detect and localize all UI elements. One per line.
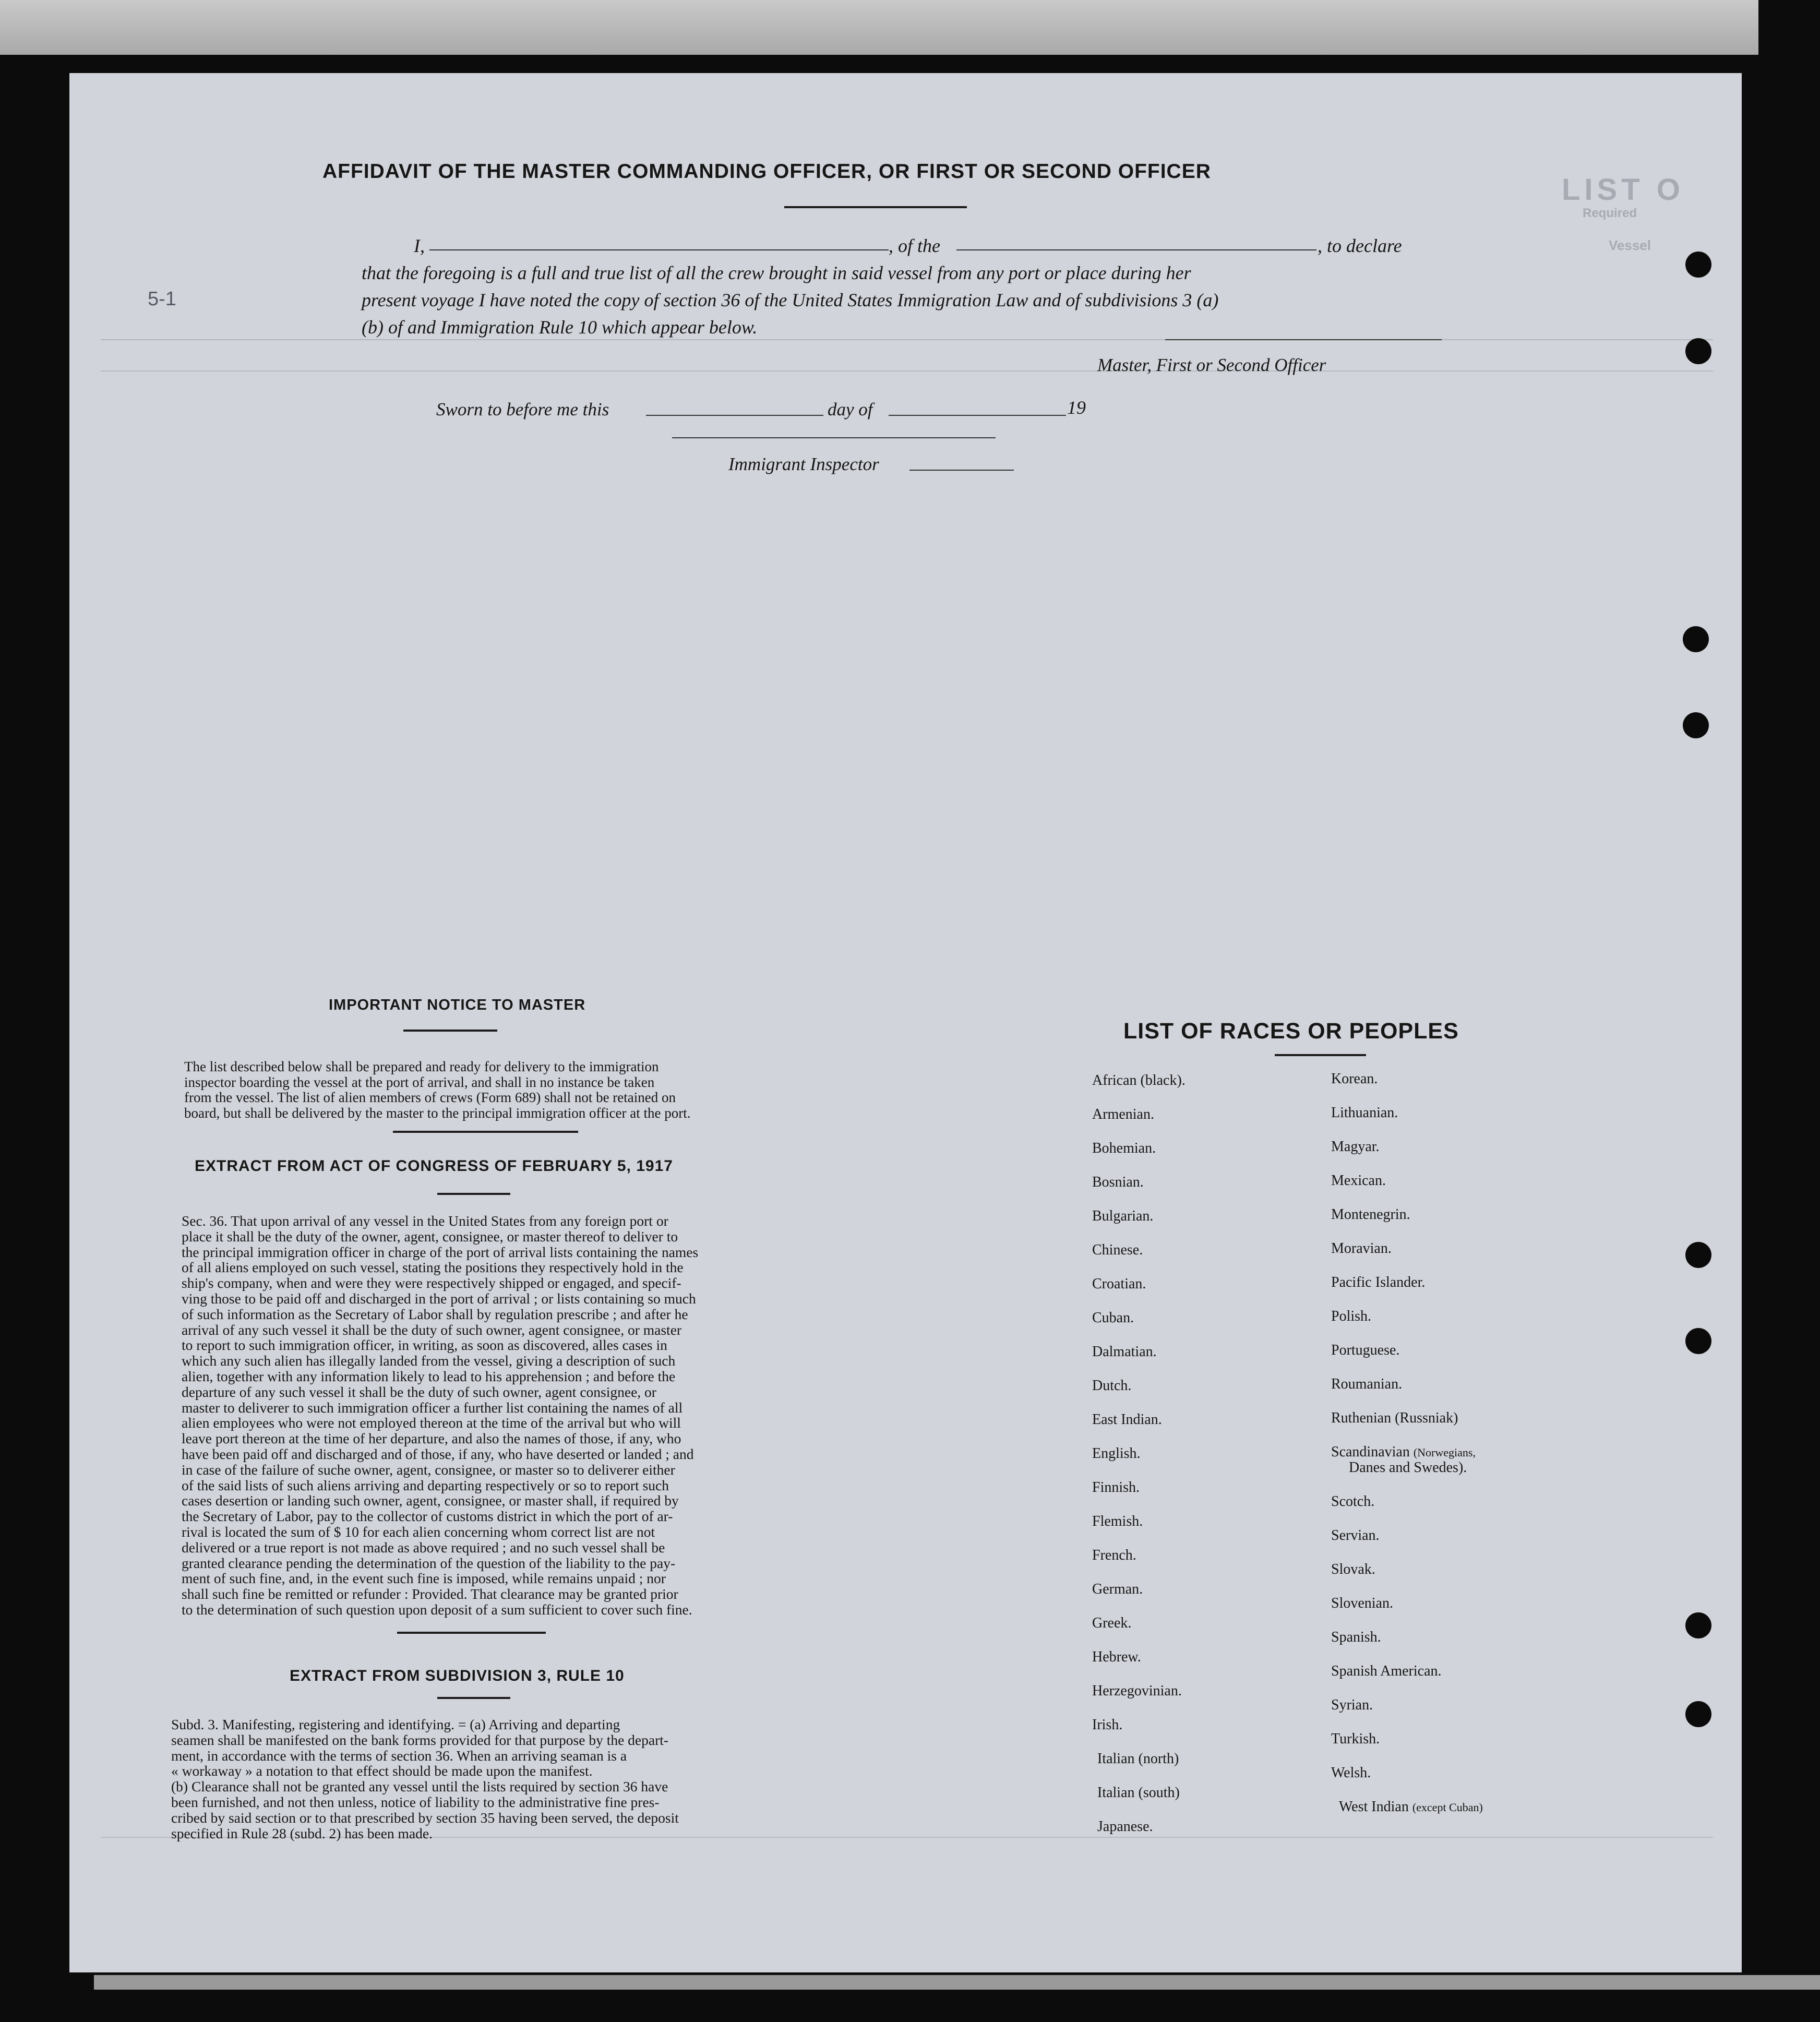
race-item: Lithuanian. [1331, 1105, 1398, 1121]
affidavit-i: I, [414, 235, 425, 256]
race-item: Japanese. [1097, 1818, 1153, 1835]
bleed-through-text: Required [1583, 206, 1637, 220]
rule-line: seamen shall be manifested on the bank forms provided for that purpose by the depart- [171, 1731, 669, 1748]
margin-mark: 5-1 [148, 288, 176, 310]
race-item: African (black). [1092, 1072, 1186, 1088]
rule-line: (b) Clearance shall not be granted any vessel until the lists required by section 36 have [171, 1778, 668, 1795]
race-item: Slovak. [1331, 1561, 1375, 1577]
act-line: Sec. 36. That upon arrival of any vessel in the United States from any foreign port or [182, 1213, 668, 1229]
act-line: granted clearance pending the determination of the question of the liability to the pay- [182, 1554, 676, 1571]
punch-hole [1685, 1328, 1711, 1354]
extract-rule-underline [437, 1697, 510, 1699]
race-item: Syrian. [1331, 1697, 1373, 1713]
act-line: the Secretary of Labor, pay to the collector of customs district in which the port of ar- [182, 1508, 673, 1525]
title-underline [784, 206, 967, 208]
affidavit-of-the: , of the [889, 235, 940, 256]
section-separator [397, 1632, 546, 1634]
inspector-label: Immigrant Inspector [728, 454, 879, 474]
race-item: East Indian. [1092, 1411, 1162, 1428]
affidavit-line-2: that the foregoing is a full and true list of all the crew brought in said vessel from any port or place during her [362, 262, 1191, 283]
race-item: Servian. [1331, 1527, 1380, 1544]
act-line: alien, together with any information likely to lead to his apprehension ; and before the [182, 1368, 676, 1384]
race-item: Welsh. [1331, 1765, 1371, 1781]
notice-paragraph [184, 1059, 876, 1121]
race-item: Italian (south) [1097, 1785, 1180, 1801]
race-item: Irish. [1092, 1717, 1123, 1733]
affidavit-title: AFFIDAVIT OF THE MASTER COMMANDING OFFICER, OR FIRST OR SECOND OFFICER [322, 160, 1211, 183]
act-line: alien employees who were not employed thereon at the time of the arrival but who will [182, 1415, 681, 1431]
document-sheet [69, 73, 1742, 1972]
race-item: Croatian. [1092, 1276, 1146, 1292]
notice-line: board, but shall be delivered by the master to the principal immigration officer at the port. [184, 1105, 691, 1121]
bleed-through-rule [101, 339, 1713, 340]
extract-act-underline [437, 1193, 510, 1195]
race-item: Slovenian. [1331, 1595, 1393, 1611]
race-label: West Indian [1339, 1799, 1409, 1815]
notice-line: inspector boarding the vessel at the port of arrival, and shall in no instance be taken [184, 1074, 655, 1090]
scan-bottom-strip [94, 1975, 1820, 1990]
race-item: Dutch. [1092, 1378, 1132, 1394]
act-line: to the determination of such question upon deposit of a sum sufficient to cover such fine. [182, 1601, 692, 1618]
race-item: Korean. [1331, 1071, 1378, 1087]
race-item: Portuguese. [1331, 1342, 1400, 1358]
race-item: Finnish. [1092, 1479, 1140, 1495]
race-note-continuation: Danes and Swedes). [1349, 1459, 1467, 1476]
race-item: Pacific Islander. [1331, 1274, 1426, 1290]
race-item [1339, 1799, 1483, 1815]
race-item: Bosnian. [1092, 1174, 1144, 1190]
act-line: place it shall be the duty of the owner, agent, consignee, or master thereof to deliver to [182, 1228, 678, 1245]
rule-line: been furnished, and not then unless, notice of liability to the administrative fine pres- [171, 1793, 660, 1810]
act-line: master to deliverer to such immigration officer a further list containing the names of all [182, 1399, 683, 1416]
bleed-through-text: LIST O [1562, 173, 1684, 207]
bleed-through-text: Vessel [1609, 237, 1651, 253]
affidavit-line-3: present voyage I have noted the copy of section 36 of the United States Immigration Law and of subdivisions 3 (a) [362, 290, 1219, 310]
vessel-blank-line [956, 249, 1316, 250]
notice-title: IMPORTANT NOTICE TO MASTER [329, 997, 586, 1013]
year-prefix: 19 [1067, 397, 1086, 418]
act-line: ving those to be paid off and discharged in the port of arrival ; or lists containing so much [182, 1290, 696, 1307]
act-line: in case of the failure of suche owner, agent, consignee, or master so to deliverer either [182, 1461, 675, 1478]
races-title: LIST OF RACES OR PEOPLES [1123, 1019, 1459, 1044]
race-item: Dalmatian. [1092, 1344, 1157, 1360]
rule-line: « workaway » a notation to that effect should be made upon the manifest. [171, 1763, 593, 1779]
race-item: Polish. [1331, 1308, 1372, 1324]
race-item: Flemish. [1092, 1513, 1143, 1529]
punch-hole [1683, 712, 1709, 738]
race-item: Spanish American. [1331, 1663, 1442, 1679]
race-item: Ruthenian (Russniak) [1331, 1410, 1458, 1426]
race-item: Armenian. [1092, 1106, 1154, 1122]
act-line: cases desertion or landing such owner, agent, consignee, or master shall, if required by [182, 1492, 679, 1509]
race-item: Cuban. [1092, 1310, 1134, 1326]
punch-hole [1683, 626, 1709, 652]
races-underline [1275, 1054, 1366, 1056]
race-item: Montenegrin. [1331, 1206, 1410, 1223]
month-blank [889, 415, 1066, 416]
act-line: rival is located the sum of $ 10 for each alien concerning whom correct list are not [182, 1523, 655, 1540]
affidavit-line-4: (b) of and Immigration Rule 10 which appear below. [362, 317, 758, 338]
act-line: the principal immigration officer in charge of the port of arrival lists containing the names [182, 1243, 699, 1260]
act-line: arrival of any such vessel it shall be the duty of such owner, agent consignee, or master [182, 1321, 682, 1338]
sworn-label: Sworn to before me this [436, 399, 609, 420]
rule-line: Subd. 3. Manifesting, registering and identifying. = (a) Arriving and departing [171, 1716, 620, 1732]
act-line: of such information as the Secretary of Labor shall by regulation prescribe ; and after he [182, 1306, 688, 1322]
race-item: Turkish. [1331, 1731, 1380, 1747]
section-separator [393, 1131, 578, 1133]
race-item: Chinese. [1092, 1242, 1143, 1258]
name-blank-line [429, 249, 889, 250]
race-item: Moravian. [1331, 1240, 1392, 1257]
act-line: delivered or a true report is not made as above required ; and no such vessel shall be [182, 1539, 665, 1556]
race-item: Bulgarian. [1092, 1208, 1154, 1224]
race-item: Mexican. [1331, 1172, 1386, 1189]
sworn-day-blank [646, 415, 823, 416]
race-note: (Norwegians, [1413, 1446, 1476, 1459]
race-item: Bohemian. [1092, 1140, 1156, 1156]
rule-line: cribed by said section or to that prescribed by section 35 having been served, the deposit [171, 1809, 679, 1826]
scan-top-strip [0, 0, 1758, 55]
race-label: Scandinavian [1331, 1444, 1410, 1460]
notice-line: The list described below shall be prepared and ready for delivery to the immigration [184, 1059, 659, 1074]
race-item [1331, 1444, 1476, 1461]
race-item: Herzegovinian. [1092, 1683, 1182, 1699]
punch-hole [1685, 338, 1711, 364]
bleed-through-rule [101, 370, 1713, 372]
act-line: of the said lists of such aliens arriving and departing respectively or so to report such [182, 1477, 669, 1493]
extract-act-paragraph [182, 1213, 878, 1618]
extract-rule-paragraph [171, 1717, 881, 1841]
act-line: shall such fine be remitted or refunder : Provided. That clearance may be granted prior [182, 1586, 678, 1602]
day-of-label: day of [828, 399, 873, 420]
notice-line: from the vessel. The list of alien members of crews (Form 689) shall not be retained on [184, 1090, 676, 1106]
race-item: Roumanian. [1331, 1376, 1403, 1392]
rule-line: specified in Rule 28 (subd. 2) has been made. [171, 1825, 433, 1841]
act-line: ment of such fine, and, in the event such fine is imposed, while remains unpaid ; nor [182, 1570, 666, 1587]
affidavit-to-declare: , to declare [1318, 235, 1402, 256]
inspector-signature-line [672, 437, 996, 438]
race-item: Scotch. [1331, 1493, 1375, 1510]
race-item: Magyar. [1331, 1139, 1380, 1155]
signature-line [1165, 339, 1442, 340]
act-line: departure of any such vessel it shall be the duty of such owner, agent consignee, or [182, 1383, 656, 1400]
race-item: Greek. [1092, 1615, 1132, 1631]
rule-line: ment, in accordance with the terms of section 36. When an arriving seaman is a [171, 1747, 627, 1764]
notice-underline [403, 1030, 497, 1032]
race-item: Hebrew. [1092, 1649, 1141, 1665]
race-item: Italian (north) [1097, 1751, 1179, 1767]
race-item: English. [1092, 1445, 1141, 1462]
act-line: leave port thereon at the time of her departure, and also the names of those, if any, who [182, 1430, 681, 1447]
race-note: (except Cuban) [1412, 1801, 1483, 1814]
act-line: which any such alien has illegally landed from the vessel, giving a description of such [182, 1353, 676, 1369]
extract-rule-title: EXTRACT FROM SUBDIVISION 3, RULE 10 [290, 1667, 625, 1684]
race-item: French. [1092, 1547, 1136, 1563]
race-item: German. [1092, 1581, 1143, 1597]
extract-act-title: EXTRACT FROM ACT OF CONGRESS OF FEBRUARY 5, 1917 [195, 1157, 673, 1175]
punch-hole [1685, 252, 1711, 278]
signature-caption: Master, First or Second Officer [1097, 355, 1326, 375]
act-line: have been paid off and discharged and of those, if any, who have deserted or landed ; and [182, 1445, 694, 1462]
act-line: to report to such immigration officer, in writing, as soon as discovered, alles cases in [182, 1337, 667, 1354]
race-item: Spanish. [1331, 1629, 1381, 1645]
punch-hole [1685, 1612, 1711, 1638]
inspector-blank [909, 470, 1014, 471]
act-line: of all aliens employed on such vessel, stating the positions they respectively hold in the [182, 1259, 684, 1276]
act-line: ship's company, when and were they were respectively shipped or engaged, and specif- [182, 1275, 681, 1291]
punch-hole [1685, 1701, 1711, 1727]
punch-hole [1685, 1242, 1711, 1268]
